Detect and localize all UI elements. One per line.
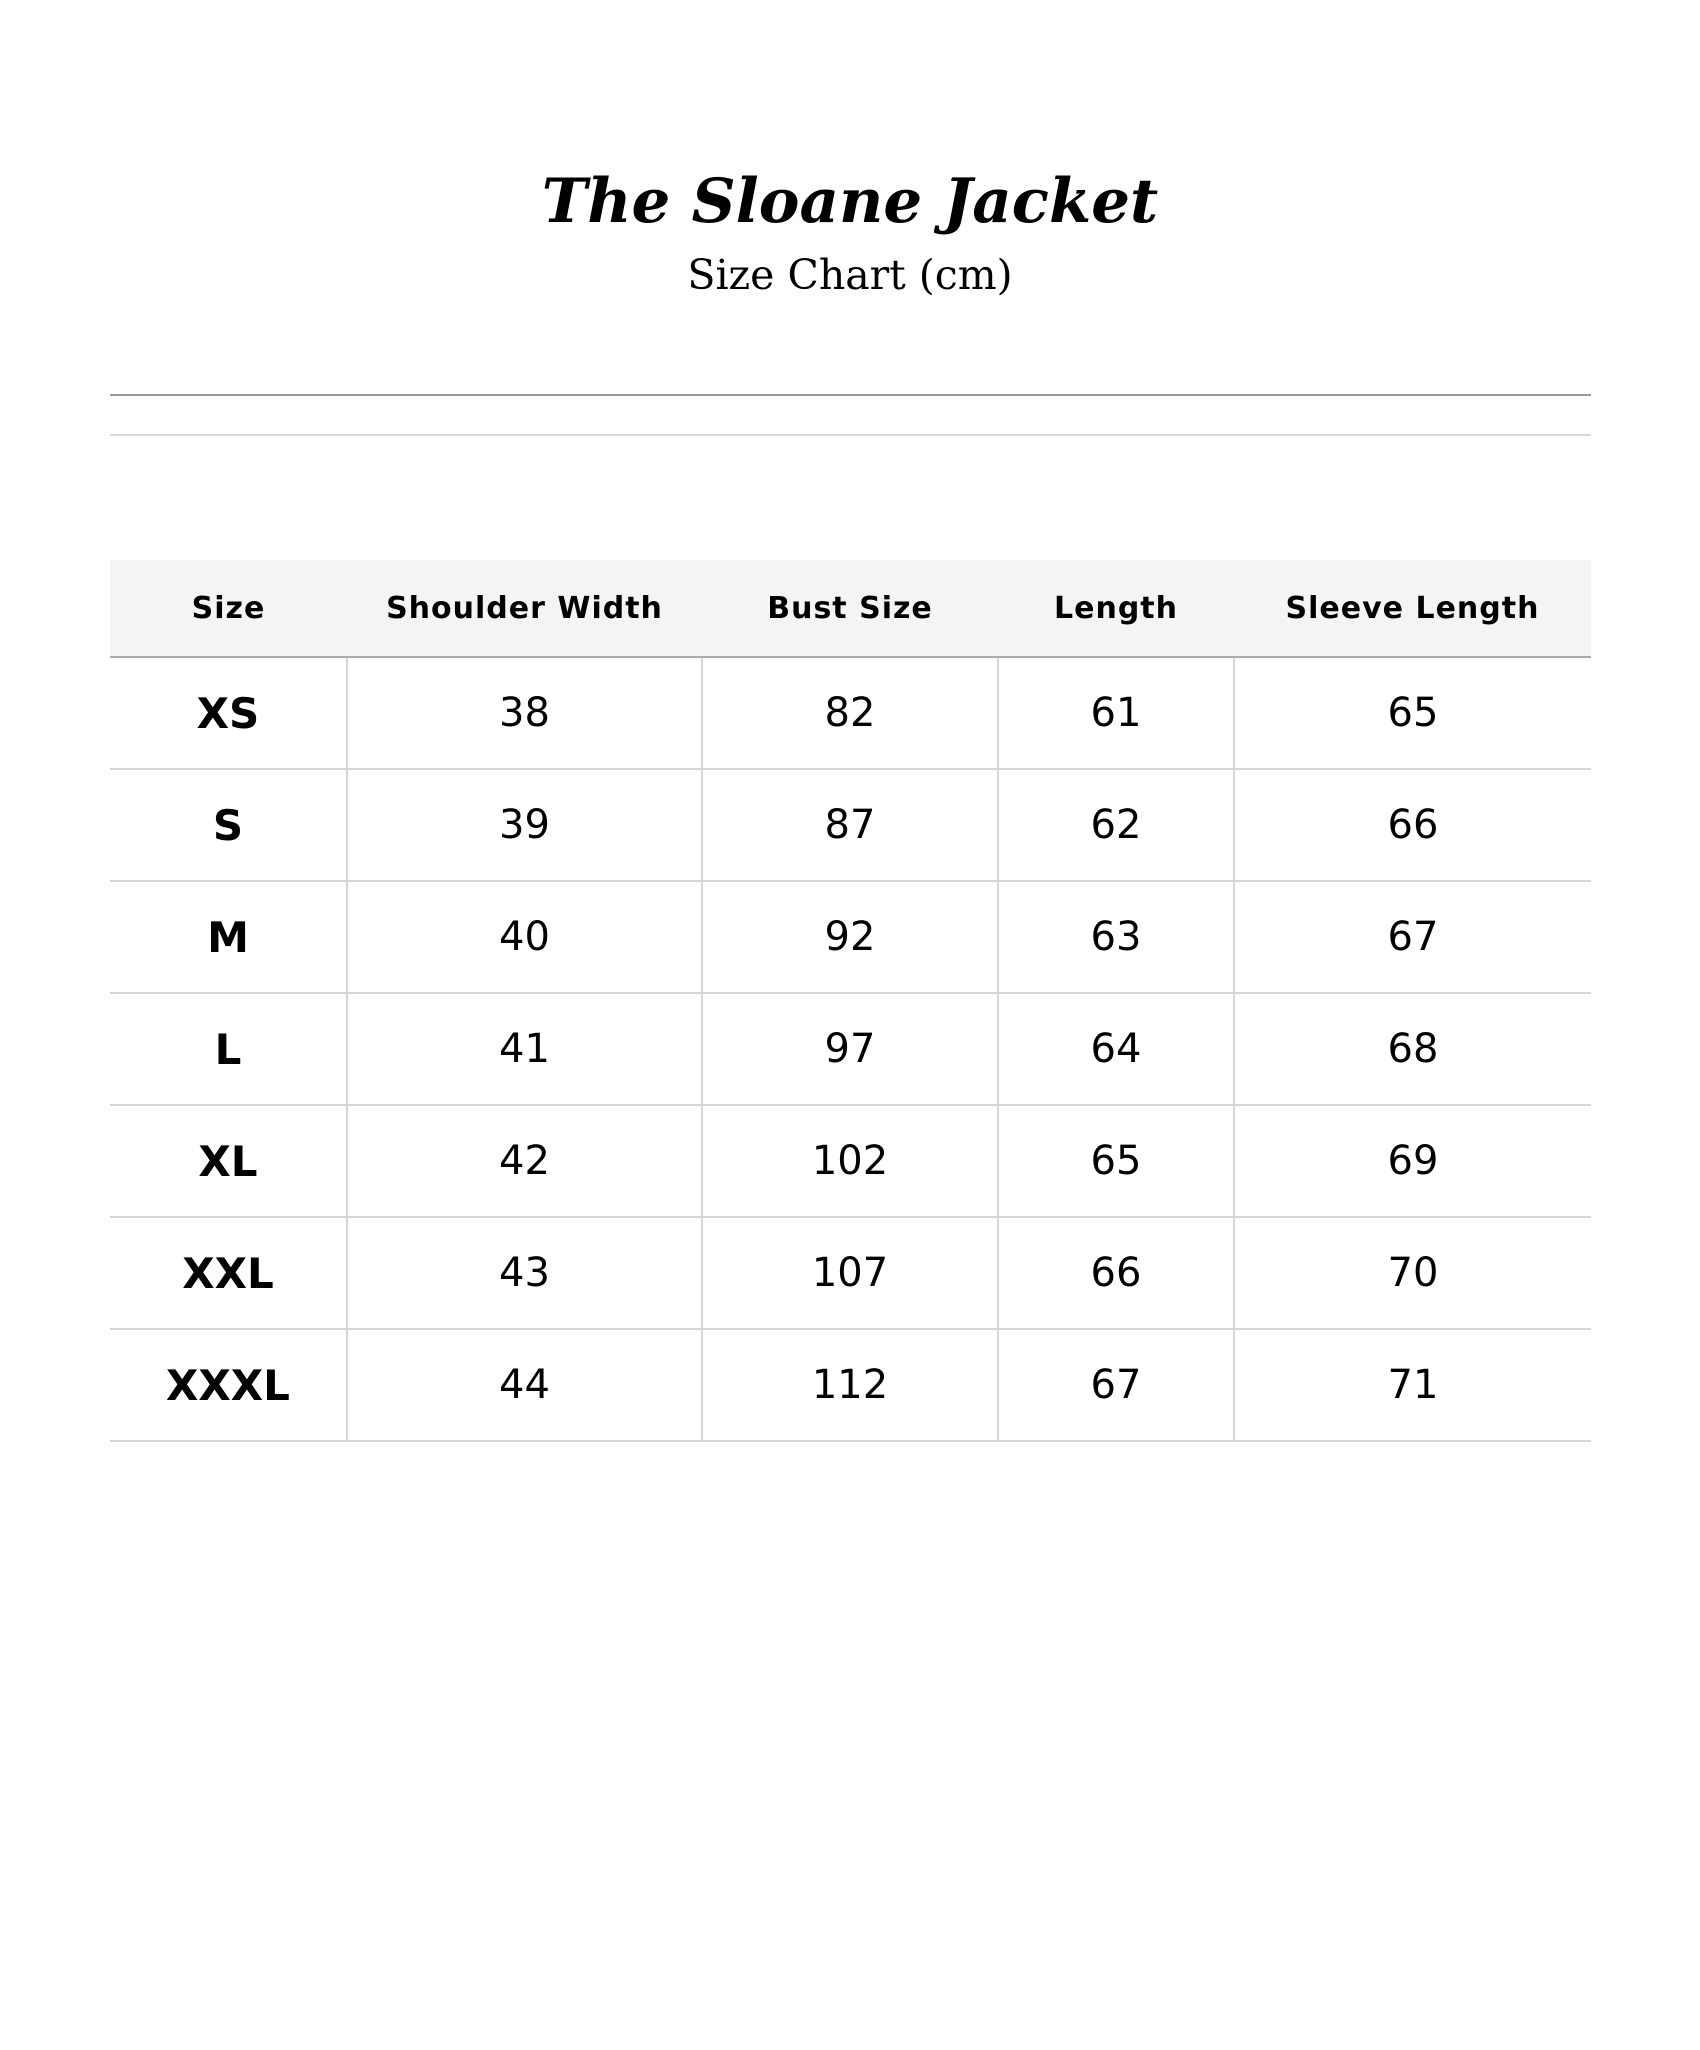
sleeve-length-cell: 65 xyxy=(1234,657,1591,769)
secondary-divider xyxy=(110,434,1591,436)
bust-size-cell: 102 xyxy=(702,1105,998,1217)
table-row xyxy=(110,993,1591,1105)
header-size: Size xyxy=(110,560,347,657)
size-cell: XS xyxy=(110,657,347,769)
shoulder-width-cell: 41 xyxy=(347,993,702,1105)
shoulder-width-cell: 44 xyxy=(347,1329,702,1441)
top-divider xyxy=(110,394,1591,396)
length-cell: 67 xyxy=(998,1329,1234,1441)
length-cell: 66 xyxy=(998,1217,1234,1329)
length-cell: 63 xyxy=(998,881,1234,993)
table-row xyxy=(110,1217,1591,1329)
sleeve-length-cell: 68 xyxy=(1234,993,1591,1105)
size-chart-table xyxy=(110,560,1591,1442)
sleeve-length-cell: 66 xyxy=(1234,769,1591,881)
table-row xyxy=(110,1105,1591,1217)
header-shoulder-width: Shoulder Width xyxy=(347,560,702,657)
header-length: Length xyxy=(998,560,1234,657)
size-cell: XXL xyxy=(110,1217,347,1329)
shoulder-width-cell: 42 xyxy=(347,1105,702,1217)
page-subtitle: Size Chart (cm) xyxy=(687,251,1013,299)
length-cell: 62 xyxy=(998,769,1234,881)
sleeve-length-cell: 71 xyxy=(1234,1329,1591,1441)
table-row xyxy=(110,657,1591,769)
size-cell: XXXL xyxy=(110,1329,347,1441)
sleeve-length-cell: 67 xyxy=(1234,881,1591,993)
size-cell: S xyxy=(110,769,347,881)
length-cell: 61 xyxy=(998,657,1234,769)
bust-size-cell: 107 xyxy=(702,1217,998,1329)
bust-size-cell: 97 xyxy=(702,993,998,1105)
shoulder-width-cell: 40 xyxy=(347,881,702,993)
sleeve-length-cell: 70 xyxy=(1234,1217,1591,1329)
size-cell: M xyxy=(110,881,347,993)
shoulder-width-cell: 39 xyxy=(347,769,702,881)
sleeve-length-cell: 69 xyxy=(1234,1105,1591,1217)
table-row xyxy=(110,1329,1591,1441)
length-cell: 64 xyxy=(998,993,1234,1105)
bust-size-cell: 87 xyxy=(702,769,998,881)
page-title: The Sloane Jacket xyxy=(541,166,1159,237)
size-cell: XL xyxy=(110,1105,347,1217)
header-bust-size: Bust Size xyxy=(702,560,998,657)
bust-size-cell: 112 xyxy=(702,1329,998,1441)
bust-size-cell: 82 xyxy=(702,657,998,769)
table-header-row xyxy=(110,560,1591,657)
bust-size-cell: 92 xyxy=(702,881,998,993)
length-cell: 65 xyxy=(998,1105,1234,1217)
table-row xyxy=(110,769,1591,881)
table-row xyxy=(110,881,1591,993)
size-cell: L xyxy=(110,993,347,1105)
shoulder-width-cell: 43 xyxy=(347,1217,702,1329)
header-sleeve-length: Sleeve Length xyxy=(1234,560,1591,657)
shoulder-width-cell: 38 xyxy=(347,657,702,769)
